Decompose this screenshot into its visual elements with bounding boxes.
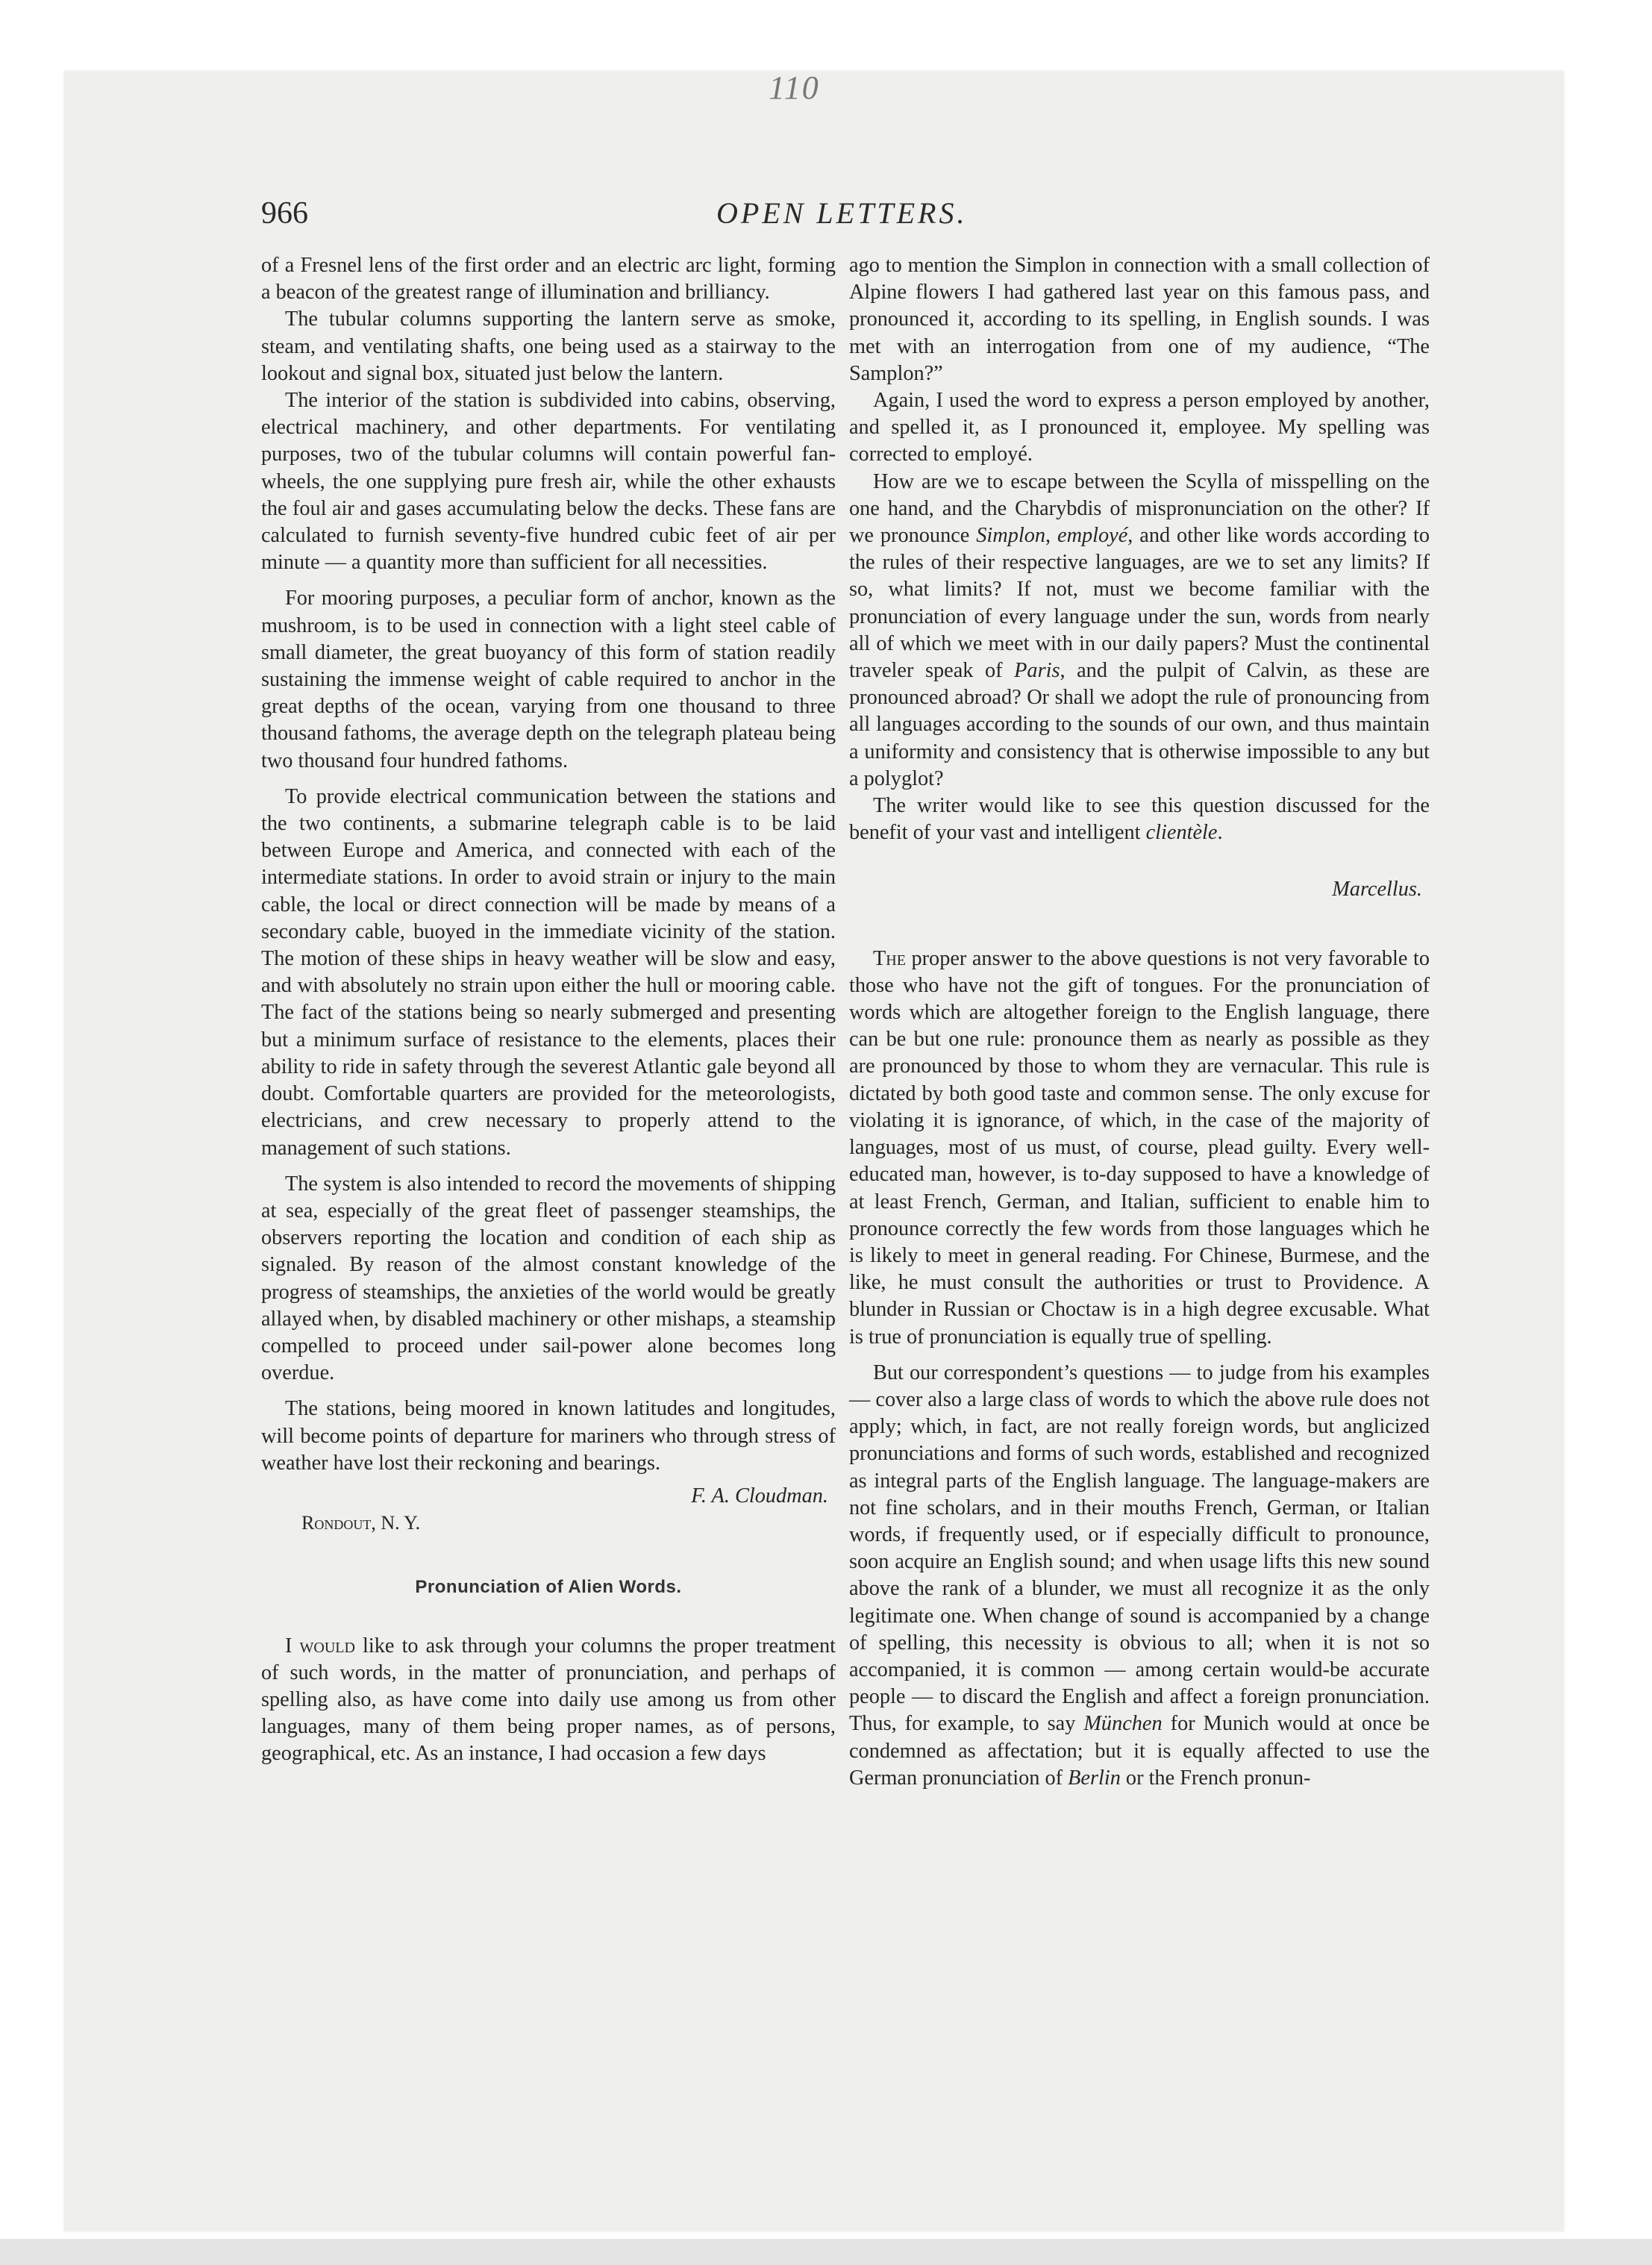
scan-bottom-edge — [0, 2239, 1652, 2265]
dateline-place: Rondout, N. Y. — [301, 1512, 421, 1534]
paragraph: The tubular columns supporting the lantern serve as smoke, steam, and ventilating shafts, one being used as a stairway to the lookout and signal box, situated just below the lantern. — [261, 307, 836, 385]
paragraph: The system is also intended to record the movements of shipping at sea, especially of the great fleet of passenger steamships, the observers reporting the location and condition of each ship as signaled. By reason of the almost constant knowledge of the progress of steamships, the anxieties of the world would be greatly allayed when, by disabled machinery or other mishaps, a steamship compelled to proceed under sail-power alone becomes long overdue. — [261, 1172, 836, 1385]
paragraph-text: or the French pronun- — [1120, 1766, 1311, 1790]
left-column — [261, 252, 836, 1768]
italic-word: employé — [1057, 524, 1128, 548]
folio-mark: 110 — [769, 69, 820, 106]
page-number: 966 — [261, 196, 308, 231]
paragraph: The interior of the station is subdivided into cabins, observing, electrical machinery, and other departments. For ventilating purposes, two of the tubular columns will contain powerful fan-wheels, the one supplying pure fresh air, while the other exhausts the foul air and gases accumulating below the decks. These fans are calculated to furnish seventy-five hundred cubic feet of air per minute — a quantity more than sufficient for all necessities. — [261, 389, 836, 575]
paragraph: The stations, being moored in known latitudes and longitudes, will become points of departure for mariners who through stress of weather have lost their reckoning and bearings. — [261, 1397, 836, 1475]
paragraph-text: proper answer to the above questions is not very favorable to those who have not the gift of tongues. For the pronunciation of words which are altogether foreign to the English language, there can be but one rule: pronounce them as nearly as possible as they are pronounced by those to whom they are vernacular. This rule is dictated by both good taste and common sense. The only excuse for violating it is ignorance, of which, in the case of the majority of languages, most of us must, of course, plead guilty. Every well-educated man, however, is to-day supposed to have a knowledge of at least French, German, and Italian, sufficient to enable him to pronounce correctly the few words from those languages which he is likely to meet in general reading. For Chinese, Burmese, and the like, he must consult the authorities or trust to Providence. A blunder in Russian or Choctaw is in a high degree excusable. What is true of pronunciation is equally true of spelling. — [849, 946, 1430, 1349]
signature: Marcellus. — [1332, 878, 1422, 902]
paragraph — [849, 1360, 1430, 1792]
running-head: OPEN LETTERS. — [716, 196, 968, 230]
paragraph: For mooring purposes, a peculiar form of anchor, known as the mushroom, is to be used in connection with a light steel cable of small diameter, the great buoyancy of this form of station readily sustaining the immense weight of cable required to anchor in the great depths of the ocean, varying from one thousand to three thousand fathoms, the average depth on the telegraph plateau being two thousand four hundred fathoms. — [261, 587, 836, 772]
paragraph-text: How are we to escape between the Scylla of misspelling on the one hand, and the Charybdis of mispronunciation on the other? If we pronounce — [849, 469, 1430, 548]
signature: F. A. Cloudman. — [691, 1484, 828, 1508]
paragraph — [849, 946, 1430, 1351]
lead-in: The — [873, 946, 906, 970]
paragraph: ago to mention the Simplon in connection with a small collection of Alpine flowers I had gathered last year on this famous pass, and pronounced it, according to its spelling, in English sounds. I was met with an interrogation from one of my audience, “The Samplon?” — [849, 254, 1430, 385]
paragraph: of a Fresnel lens of the first order and an electric arc light, forming a beacon of the greatest range of illumination and brilliancy. — [261, 254, 836, 304]
lead-in: I would — [285, 1634, 355, 1658]
page-header — [261, 196, 1395, 240]
paragraph: Again, I used the word to express a person employed by another, and spelled it, as I pronounced it, employee. My spelling was corrected to employé. — [849, 389, 1430, 466]
paragraph-text: , and the pulpit of Calvin, as these are pronounced abroad? Or shall we adopt the rule of pronouncing from all languages according to the sounds of our own, and thus maintain a uniformity and consistency that is otherwise impossible to any but a polyglot? — [849, 659, 1430, 790]
italic-word: Paris — [1014, 659, 1060, 683]
italic-word: Simplon — [976, 524, 1046, 548]
paragraph-text: , — [1045, 524, 1058, 548]
paragraph-text: . — [1217, 821, 1223, 845]
right-column — [849, 252, 1430, 1792]
italic-word: clientèle — [1145, 821, 1218, 845]
paragraph-text: , and other like words according to the rules of their respective languages, are we to set any limits? If so, what limits? If not, must we become familiar with the pronunciation of every language under the sun, words from nearly all of which we meet with in our daily papers? Must the continental traveler speak of — [849, 524, 1430, 683]
paragraph-text: like to ask through your columns the proper treatment of such words, in the matter of pronunciation, and perhaps of spelling also, as have come into daily use among us from other languages, many of them being proper names, as of persons, geographical, etc. As an instance, I had occasion a few days — [261, 1634, 836, 1766]
paragraph-text: The writer would like to see this question discussed for the benefit of your vast and intelligent — [849, 794, 1430, 845]
paragraph — [261, 1633, 836, 1768]
section-title: Pronunciation of Alien Words. — [415, 1577, 682, 1598]
paragraph — [849, 793, 1430, 846]
italic-word: Berlin — [1068, 1766, 1121, 1790]
paragraph — [849, 469, 1430, 793]
paragraph: To provide electrical communication between the stations and the two continents, a submarine telegraph cable is to be laid between Europe and America, and connected with each of the intermediate stations. In order to avoid strain or injury to the main cable, the local or direct connection will be made by means of a secondary cable, buoyed in the immediate vicinity of the station. The motion of these ships in heavy weather will be slow and easy, and with absolutely no strain upon either the hull or mooring cable. The fact of the stations being so nearly submerged and presenting but a minimum surface of resistance to the elements, places their ability to ride in safety through the severest Atlantic gale beyond all doubt. Comfortable quarters are provided for the meteorologists, electricians, and crew necessary to properly attend to the management of such stations. — [261, 784, 836, 1160]
paragraph-text: But our correspondent’s questions — to judge from his examples — cover also a large class of words to which the above rule does not apply; which, in fact, are not really foreign words, but anglicized pronunciations and forms of such words, established and recognized as integral parts of the English language. The language-makers are not fine scholars, and in their mouths French, German, or Italian words, if frequently used, or if especially difficult to pronounce, soon acquire an English sound; and when usage lifts this new sound above the rank of a blunder, we must all recognize it as the only legitimate one. When change of sound is accompanied by a change of spelling, this necessity is obvious to all; when it is not so accompanied, it is common — among certain would-be accurate people — to discard the English and affect a foreign pronunciation. Thus, for example, to say — [849, 1360, 1430, 1736]
italic-word: München — [1083, 1712, 1163, 1736]
paragraph-text: for Munich would at once be condemned as affectation; but it is equally affected to use the German pronunciation of — [849, 1712, 1430, 1790]
